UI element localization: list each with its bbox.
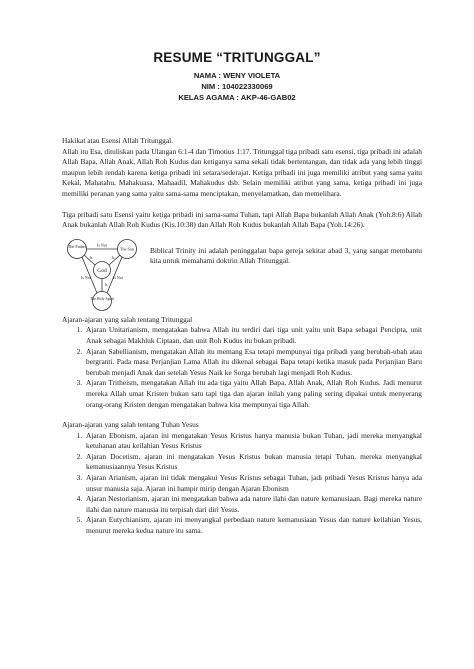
student-name: NAMA : WENY VIOLETA	[193, 71, 281, 80]
paragraph-hakikat: Allah itu Esa, dituliskan pada Ulangan 6:1-4 dan Timotius 1:17. Tritunggal tiga pribadi satu esensi, tiga pribadi ini adalah Allah Bapa, Allah Anak, Allah Roh Kudus dan ketiganya sama sekali tidak bertentangan, dan tidak ada yang lebih tinggi maupun lebih rendah karena ketiga pribadi ini setara/sederajat. Ketiga pribadi ini juga memiliki atribut yang sama yaitu Kekal, Mahatahu, Mahakuasa, Mahaadil, Mahakudus dsb. Selain memiliki atribut yang sama, ketiga pribadi ini juga memiliki peranan yang sama yaitu sama-sama menciptakan, menyelamatkan, dan memelihara.	[62, 146, 422, 198]
list-item: 1. Ajaran Unitarianism, mengatakan bahwa Allah itu terdiri dari tiga unit yaitu unit Bapa sebagai Pencipta, unit Anak sebagai Makhluk Ciptaan, dan unit Roh Kudus itu bukan pribadi.	[84, 325, 422, 346]
is-bottom-label: Is	[104, 281, 108, 287]
son-label: The Son	[119, 246, 135, 252]
is-not-right-label: Is Not	[113, 274, 123, 280]
list-item: 2. Ajaran Docetism, ajaran ini mengatakan Yesus Kristus bukan manusia tetapi Tuhan, mereka menyangkal kemanusiaannya Yesus Kristus	[84, 452, 422, 473]
section-heading-yesus-errors: Ajaran-ajaran yang salah tentang Tuhan Yesus	[62, 420, 199, 430]
father-node	[68, 239, 87, 258]
tritunggal-errors-list	[62, 325, 422, 410]
student-nim: NIM : 104022330069	[201, 82, 273, 92]
list-item: 4. Ajaran Nestorianism, ajaran ini mengatakan bahwa ada nature ilahi dan nature kemanusiaan. Bagi mereka nature ilahi dan nature manusia itu terpisah dari diri Yesus.	[84, 494, 422, 515]
god-label: God	[97, 267, 107, 274]
spirit-node	[93, 291, 112, 310]
trinity-caption: Biblical Trinity ini adalah peninggalan bapa gereja sekitar abad 3, yang sangat membantu kita untuk memahami doktrin Allah Tritunggal.	[150, 245, 422, 266]
is-not-top-label: Is Not	[97, 242, 107, 248]
trinity-block	[62, 237, 422, 315]
yesus-errors-list	[62, 431, 422, 537]
father-label: The Father	[67, 243, 87, 249]
is-left-label: Is	[89, 254, 93, 260]
class-info: KELAS AGAMA : AKP-46-GAB02	[178, 93, 296, 103]
section-heading-hakikat: Hakikat atau Esensi Allah Tritunggal.	[62, 136, 174, 145]
document-header	[0, 50, 474, 104]
section-heading-tritunggal-errors: Ajaran-ajaran yang salah tentang Tritunggal	[62, 314, 193, 324]
is-right-label: Is	[111, 254, 115, 260]
is-not-left-label: Is Not	[81, 274, 91, 280]
list-item: 1. Ajaran Ebonism, ajaran ini mengatakan Yesus Kristus hanya manusia bukan Tuhan, jadi mereka menyangkal ketuhanan atau keilahian Yesus Kristus	[84, 431, 422, 452]
paragraph-tiga-pribadi: Tiga pribadi satu Esensi yaitu ketiga pribadi ini sama-sama Tuhan, tapi Allah Bapa bukanlah Allah Anak (Yoh.8:6) Allah Anak bukanlah Allah Roh Kudus (Kis.10:38) dan Allah Roh Kudus bukanlah Allah Bapa (Yoh.14:26).	[62, 209, 422, 230]
list-item: 3. Ajaran Tritheism, mengatakan Allah itu ada tiga yaitu Allah Bapa, Allah Anak, Allah Roh Kudus. Jadi menurut mereka Allah umat Kristen bukan satu tapi tiga dan ajaran inilah yang paling sering dipakai untuk menyerang orang-orang Kristen dengan mengatakan bahwa kita mempunyai tiga Allah.	[84, 378, 422, 410]
document-title: RESUME “TRITUNGGAL”	[153, 50, 321, 65]
trinity-shield-diagram	[66, 237, 138, 315]
list-item: 3. Ajaran Arianism, ajaran ini tidak mengakui Yesus Kristus sebagai Tuhan, jadi pribadi Yesus Kristus hanya ada unsur manusia saja. Ajaran ini hampir mirip dengan Ajaran Ebonism	[84, 473, 422, 494]
document-body	[62, 136, 422, 537]
list-item: 2. Ajaran Sabellianism, mengatakan Allah itu memang Esa tetapi mempunyai tiga pribadi yang berubah-ubah atau bergranti. Pada masa Perjanjian Lama Allah itu dikenal sebagai Bapa tetapi ketika masuk pada Perjanjian Baru berubah menjadi Anak dan setelah Yesus Naik ke Sorga berubah lagi menjadi Roh Kudus.	[84, 347, 422, 379]
spirit-label: The Holy Spirit	[90, 296, 114, 301]
list-item: 5. Ajaran Eutychianism, ajaran ini menyangkal perbedaan nature kemanusiaan Yesus dan nature keilahian Yesus, menurut mereka kedua nature itu sama.	[84, 515, 422, 536]
